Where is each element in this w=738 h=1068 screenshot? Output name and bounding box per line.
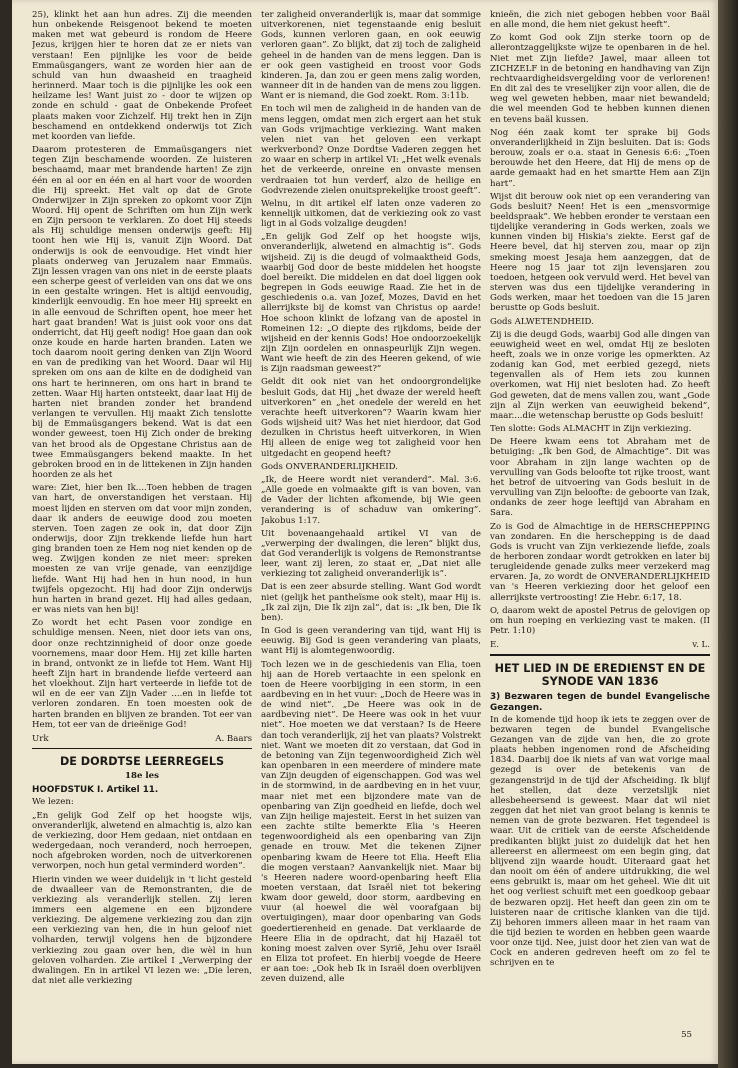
paragraph: Gods ONVERANDERLIJKHEID. bbox=[261, 461, 399, 472]
author-signature bbox=[490, 640, 710, 650]
paragraph: Zo wordt het echt Pasen voor zondige en schuldige mensen. Neen, niet door iets van ons, door onze rechtzinnigheid of door onze goede voornemens, maar door Hem. Hij zet kille harten in brand, ontvonkt ze in liefde tot Hem. Want Hij heeft Zijn hart in brandende liefde verteerd aan het vloekhout. Zijn hart verteerde in liefde tot de wil en de eer van Zijn Vader ....en in liefde tot verloren zondaren. En toen moesten ook de harten branden en blijven ze branden. Tot eer van Hem, tot eer van de drieënige God! bbox=[32, 618, 252, 730]
paragraph: Uit bovenaangehaald artikel VI van de „verwerping der dwalingen, die leren” blijkt dus, dat God veranderlijk is volgens de Remonstrantse leer, want zij leren, zo staat er, „Dat niet alle verkiezing tot zaligheid onveranderlijk is”. bbox=[261, 528, 481, 580]
paragraph: ter zaligheid onveranderlijk is, maar dat sommige uitverkorenen, niet tegenstaande enig besluit Gods, kunnen verloren gaan, en ook eeuwig verloren gaan”. Zo blijkt, dat zij toch de zaligheid geheel in de handen van de mens leggen. Dan is er ook geen vastigheid en troost voor Gods kinderen. Ja, dan zou er geen mens zalig worden, wanneer dit in de handen van de mens zou liggen. Want er is niemand, die God zoekt. Rom. 3:11b. bbox=[261, 10, 481, 102]
divider bbox=[32, 748, 252, 749]
paragraph: Welnu, in dit artikel elf laten onze vaderen zo kennelijk uitkomen, dat de verkiezing ook zo vast ligt in al Gods volzalige deugden! bbox=[261, 198, 481, 230]
signature-place: Urk bbox=[32, 733, 49, 744]
paragraph: O, daarom wekt de apostel Petrus de gelovigen op om hun roeping en verkiezing vast te maken. (II Petr. 1:10) bbox=[490, 605, 710, 637]
article-heading: DE DORDTSE LEERREGELS bbox=[59, 755, 225, 769]
signature-author: A. Baars bbox=[215, 733, 252, 744]
paragraph: „En gelijk God Zelf op het hoogste wijs, onveranderlijk, alwetend en almachtig is”. Gods wijsheid. Zij is die deugd of volmaaktheid Gods, waarbij God door de beste middelen het hoogste doel bereikt. Die middelen en dat doel liggen ook begrepen in Gods eeuwige Raad. Zie het in de geschiedenis o.a. van Jozef, Mozes, David en het allerrijkste bij de komst van Christus op aarde! Hoe schoon klinkt de lofzang van de apostel in Romeinen 12: „O diepte des rijkdoms, beide der wijsheid en der kennis Gods! Hoe ondoorzoekelijk zijn Zijn oordelen en onnaspeurlijk Zijn wegen. Want wie heeft de zin des Heeren gekend, of wie is Zijn raadsman geweest?” bbox=[261, 232, 481, 375]
paragraph: Toch lezen we in de geschiedenis van Elia, toen hij aan de Horeb vertaachte in een spelonk en toen de Heere voorbijging in een storm, in een aardbeving en in het vuur: „Doch de Heere was in de wind niet”. „De Heere was ook in de aardbeving niet”. De Heere was ook in het vuur niet”. Hoe moeten we dat verstaan? Is de Heere dan toch veranderlijk, zij het van plaats? Volstrekt niet. Want we moeten dit zo verstaan, dat God in de betoning van Zijn tegenwoordigheid Zich wèl kan openbaren in een meerdere of mindere mate van Zijn deugden of eigenschappen. God was wel in de stormwind, in de aardbeving en in het vuur, maar niet met een bijzondere mate van de openbaring van Zijn goedheid en liefde, doch wel van Zijn heilige majesteit. Eerst in het suizen van een zachte stilte bemerkte Elia 's Heeren tegenwoordigheid als een openbaring van Zijn genade en trouw. Met die tekenen Zijner openbaring kwam de Heere tot Elia. Heeft Elia die mogen verstaan? Aanvankelijk niet. Maar bij 's Heeren nadere woord-openbaring heeft Elia moeten verstaan, dat Israël niet tot bekering kwam door geweld, door storm, aardbeving en vuur (al hoewel die wèl voorafgaan bij overtuigingen), maar door openbaring van Gods goedertierenheid en genade. Dat verklaarde de Heere Elia in de opdracht, dat hij Hazaël tot koning moest zalven over Syrië, Jehu over Israël en Eliza tot profeet. En hierbij voegde de Heere er aan toe: „Ook heb Ik in Israël doen overblijven zeven duizend, alle bbox=[261, 659, 481, 985]
author-signature bbox=[32, 734, 252, 744]
page-number: 55 bbox=[681, 1030, 692, 1040]
article-heading: HET LIED IN DE EREDIENST EN DE SYNODE VAN 1836 bbox=[494, 662, 706, 689]
paragraph: ware: Ziet, hier ben Ik....Toen hebben de tragen van hart, de onverstandigen het verstaan. Hij moest lijden en sterven om dat voor mijn zonden, daar ik anders de eeuwige dood zou moeten sterven. Toen zagen ze ook in, dat door Zijn onderwijs, door Zijn trekkende liefde hun hart ging branden toen ze Hem nog niet kenden op de weg. Zwijgen konden ze niet meer: spreken moesten ze van vrije genade, van eenzijdige liefde. Want Hij had hen in hun nood, in hun twijfels opgezocht. Hij had door Zijn onderwijs hun harten in brand gezet. Hij had alles gedaan, er was niets van hen bij! bbox=[32, 483, 252, 616]
paragraph: De Heere kwam eens tot Abraham met de betuiging: „Ik ben God, de Almachtige”. Dit was voor Abraham in zijn lange wachten op de vervulling van Gods beloofte tot rijke troost, want het betrof de uitvoering van Gods besluit in de vervulling van Zijn beloofte: de geboorte van Izak, ondanks de zeer hoge leeftijd van Abraham en Sara. bbox=[490, 437, 710, 519]
paragraph: Ten slotte: Gods ALMACHT in Zijn verkiezing. bbox=[490, 424, 692, 435]
paragraph: En toch wil men de zaligheid in de handen van de mens leggen, omdat men zich ergert aan het stuk van Gods vrijmachtige verkiezing. Want maken velen niet van het geloven een verkapt werkverbond? Onze Dordtse Vaderen zeggen het zo waar en scherp in artikel VI: „Het welk evenals het de verkeerde, onreine en onvaste mensen verdraaien tot hun verderf, alzo de heilige en Godvrezende zielen onuitsprekelijke troost geeft”. bbox=[261, 104, 481, 196]
section-heading: HOOFDSTUK I. Artikel 11. bbox=[32, 785, 159, 796]
book-binding-edge bbox=[718, 0, 738, 1068]
paragraph: In God is geen verandering van tijd, want Hij is eeuwig. Bij God is geen verandering van plaats, want Hij is alomtegenwoordig. bbox=[261, 626, 481, 657]
column-middle bbox=[261, 10, 481, 1050]
section-heading: 3) Bezwaren tegen de bundel Evangelische Gezangen. bbox=[490, 692, 710, 713]
paragraph: Zij is die deugd Gods, waarbij God alle dingen van eeuwigheid weet en wel, omdat Hij ze besloten heeft, zoals we in onze vorige les opmerkten. Az zodanig kan God, met eerbied gezegd, niets tegenvallen als of Hem iets zou kunnen overkomen, wat Hij niet besloten had. Zo heeft God geweten, dat de mens vallen zou, want „Gode zijn al Zijn werken van eeuwigheid bekend”, maar....die wetenschap berustte op Gods besluit! bbox=[490, 329, 710, 421]
paragraph: „Ik, de Heere wordt niet veranderd”. Mal. 3:6. „Alle goede en volmaakte gift is van boven, van de Vader der lichten afkomende, bij Wie geen verandering is of schaduw van omkering”. Jakobus 1:17. bbox=[261, 474, 481, 526]
signature-author: v. L. bbox=[692, 640, 710, 651]
paragraph: In de komende tijd hoop ik iets te zeggen over de bezwaren tegen de bundel Evangelische Gezangen van de zijde van hen, die zo grote plaats hebben ingenomen rond de Afscheiding 1834. Daarbij doe ik niets af van wat vorige maal gezegd is over de betekenis van de gezangenstrijd in de tijd der Afscheiding. Ik blijf het stellen, dat deze verzetslijk niet allesbeheersend is geweest. Maar dat wil niet zeggen dat het niet van groot belang is kennis te nemen van de grote bezwaren. Het tegendeel is waar. Uit de critiek van de eerste Afscheidende predikanten blijkt juist zo duidelijk dat het hen allereerst en allermeest om een begin ging, dat blijvend zijn waarde houdt. Uiteraard gaat het dan nooit om één of andere uitdrukking, die wel eens gebruikt is, maar om het geheel. Wie dit uit het oog verliest schuift met een goedkoop gebaar de bezwaren opzij. Het heeft dan geen zin om te luisteren naar de critische klanken van die tijd. Zij behoren immers alleen maar in het raam van die tijd bezien te worden en hebben geen waarde voor onze tijd. Nee, juist door het zien van wat de Cock en anderen gedreven heeft om zo fel te schrijven en te bbox=[490, 714, 710, 969]
signature-initial: E. bbox=[490, 640, 500, 651]
paragraph: „En gelijk God Zelf op het hoogste wijs, onveranderlijk, alwetend en almachtig is, alzo kan de verkiezing, door Hem gedaan, niet ontdaan en wedergedaan, noch veranderd, noch herroepen, noch afgebroken worden, noch de uitverkorenen verworpen, noch hun getal verminderd worden”. bbox=[32, 810, 252, 872]
paragraph: Gods ALWETENDHEID. bbox=[490, 316, 594, 327]
paragraph: Zo is God de Almachtige in de HERSCHEPPING van zondaren. En die herschepping is de daad Gods is vrucht van Zijn verkiezende liefde, zoals de herboren zondaar wordt getrokken en later bij terugleidende genade zulks meer verzekerd mag ervaren. Ja, zo wordt de ONVERANDERLIJKHEID van 's Heeren verkiezing door het geloof een allerrijkste vertroosting! Zie Hebr. 6:17, 18. bbox=[490, 521, 710, 603]
divider bbox=[490, 654, 710, 656]
column-left bbox=[32, 10, 252, 1050]
paragraph: Daarom protesteren de Emmaüsgangers niet tegen Zijn beschamende woorden. Ze luisteren beschaamd, maar met brandende harten! Ze zijn één en al oor en één en al hart voor de woorden die Hij spreekt. Het valt op dat de Grote Onderwijzer in Zijn spreken zo opkomt voor Zijn Woord. Hij opent de Schriften om hun Zijn werk en Zijn persoon te verklaren. Zo doet Hij steeds als Hij schuldige mensen onderwijs geeft: Hij toont hen wie Hij is, vanuit Zijn Woord. Dat onderwijs is ook de eenvoudige. Het vindt hier plaats onderweg van Jeruzalem naar Emmaüs. Zijn lessen vragen van ons niet in de eerste plaats een scherpe geest of verleiden van ons dat we ons in een gestalte wringen. Het is altijd eenvoudig, kinderlijk eenvoudig. En hoe meer Hij spreekt en in alle eenvoud de Schriften opent, hoe meer het hart gaat branden! Wat is juist ook voor ons dat onderricht, dat Hij geeft nodig! Hoe gaan dan ook onze koude en harde harten branden. Laten we toch daarom nooit gering denken van Zijn Woord en van de prediking van het Woord. Daar wil Hij spreken om ons aan de kilte en de dodigheid van ons hart te herinneren, om ons hart in brand te zetten. Waar Hij harten ontsteekt, daar laat Hij de harten niet branden zonder het brandend verlangen te vervullen. Hij maakt Zich tenslotte bij de Emmaüsgangers bekend. Wat is dat een wonder geweest, toen Hij Zich onder de breking van het brood als de Opgestane Christus aan de twee Emmaüsgangers bekend maakte. In het gebroken brood en in de littekenen in Zijn handen hoorden ze als het bbox=[32, 145, 252, 481]
paragraph: Dat is een zeer absurde stelling. Want God wordt niet (gelijk het pantheïsme ook stelt), maar Hij is. „Ik zal zijn, Die Ik zijn zal”, dat is: „Ik ben, Die Ik ben). bbox=[261, 582, 481, 623]
paragraph: Geldt dit ook niet van het ondoorgrondelijke besluit Gods, dat Hij „het dwaze der wereld heeft uitverkoren” en „het onedele der wereld en het verachte heeft uitverkoren”? Waarin kwam hier Gods wijsheid uit? Was het niet hierdoor, dat God dezulken in Christus heeft uitverkoren, in Wien Hij alleen de enige weg tot zaligheid voor hen uitgedacht en geopend heeft? bbox=[261, 377, 481, 459]
paragraph: Wijst dit berouw ook niet op een verandering van Gods besluit? Neen! Het is een „mensvormige beeldspraak”. We hebben eronder te verstaan een tijdelijke verandering in Gods werken, zoals we kunnen vinden bij Hiskia's ziekte. Eerst gaf de Heere bevel, dat hij sterven zou, maar op zijn smeking moest Jesaja hem aanzeggen, dat de Heere nog 15 jaar tot zijn levensjaren zou toedoen, hetgeen ook vervuld werd. Het bevel van sterven was dus een tijdelijke verandering in Gods werken, maar het toedoen van die 15 jaren berustte op Gods besluit. bbox=[490, 191, 710, 314]
paragraph: Zo komt God ook Zijn sterke toorn op de allerontzaggelijkste wijze te openbaren in de hel. Niet met Zijn liefde? Jawel, maar alleen tot ZICHZELF in de betoning en handhaving van Zijn rechtvaardigheidsvergelding voor de verlorenen! En dit zal des te vreselijker zijn voor allen, die de weg wel geweten hebben, maar niet bewandeld; die wel meenden God te hebben kunnen dienen en tevens baäl kussen. bbox=[490, 33, 710, 125]
column-right bbox=[490, 10, 710, 1050]
magazine-page bbox=[12, 0, 718, 1064]
paragraph: We lezen: bbox=[32, 797, 74, 808]
paragraph: Nog één zaak komt ter sprake bij Gods onveranderlijkheid in Zijn besluiten. Dat is: Gods berouw, zoals er o.a. staat in Genesis 6:6: „Toen berouwde het den Heere, dat Hij de mens op de aarde gemaakt had en het smartte Hem aan Zijn hart”. bbox=[490, 127, 710, 189]
paragraph: 25), klinkt het aan hun adres. Zij die meenden hun onbekende Reisgenoot bekend te moeten maken met wat gebeurd is rondom de Heere Jezus, krijgen hier te horen dat ze er niets van verstaan! Een pijnlijke les voor de beide Emmaüsgangers, want ze worden hier aan de schuld van hun dwaasheid en traagheid herinnerd. Maar toch is die pijnlijke les ook een heilzame les! Want juist zo - door te wijzen op zonde en schuld - gaat de Onbekende Profeet plaats maken voor Zichzelf. Hij trekt hen in Zijn beschamend en ontdekkend onderwijs tot Zich met koorden van liefde. bbox=[32, 10, 252, 142]
paragraph: knieën, die zich niet gebogen hebben voor Baäl en alle mond, die hem niet gekust heeft”. bbox=[490, 10, 710, 31]
paragraph: Hierin vinden we weer duidelijk in 't licht gesteld de dwaalleer van de Remonstranten, die de verkiezing als veranderlijk stellen. Zij leren immers een algemene en een bijzondere verkiezing. De algemene verkiezing zou dan zijn een verkiezing van hen, die in hun geloof niet volharden, terwijl volgens hen de bijzondere verkiezing zou gaan over hen, die wèl in hun geloven volharden. Zie artikel I „Verwerping der dwalingen. En in artikel VI lezen we: „Die leren, dat niet alle verkiezing bbox=[32, 874, 252, 987]
article-subheading: 18e les bbox=[125, 771, 159, 782]
